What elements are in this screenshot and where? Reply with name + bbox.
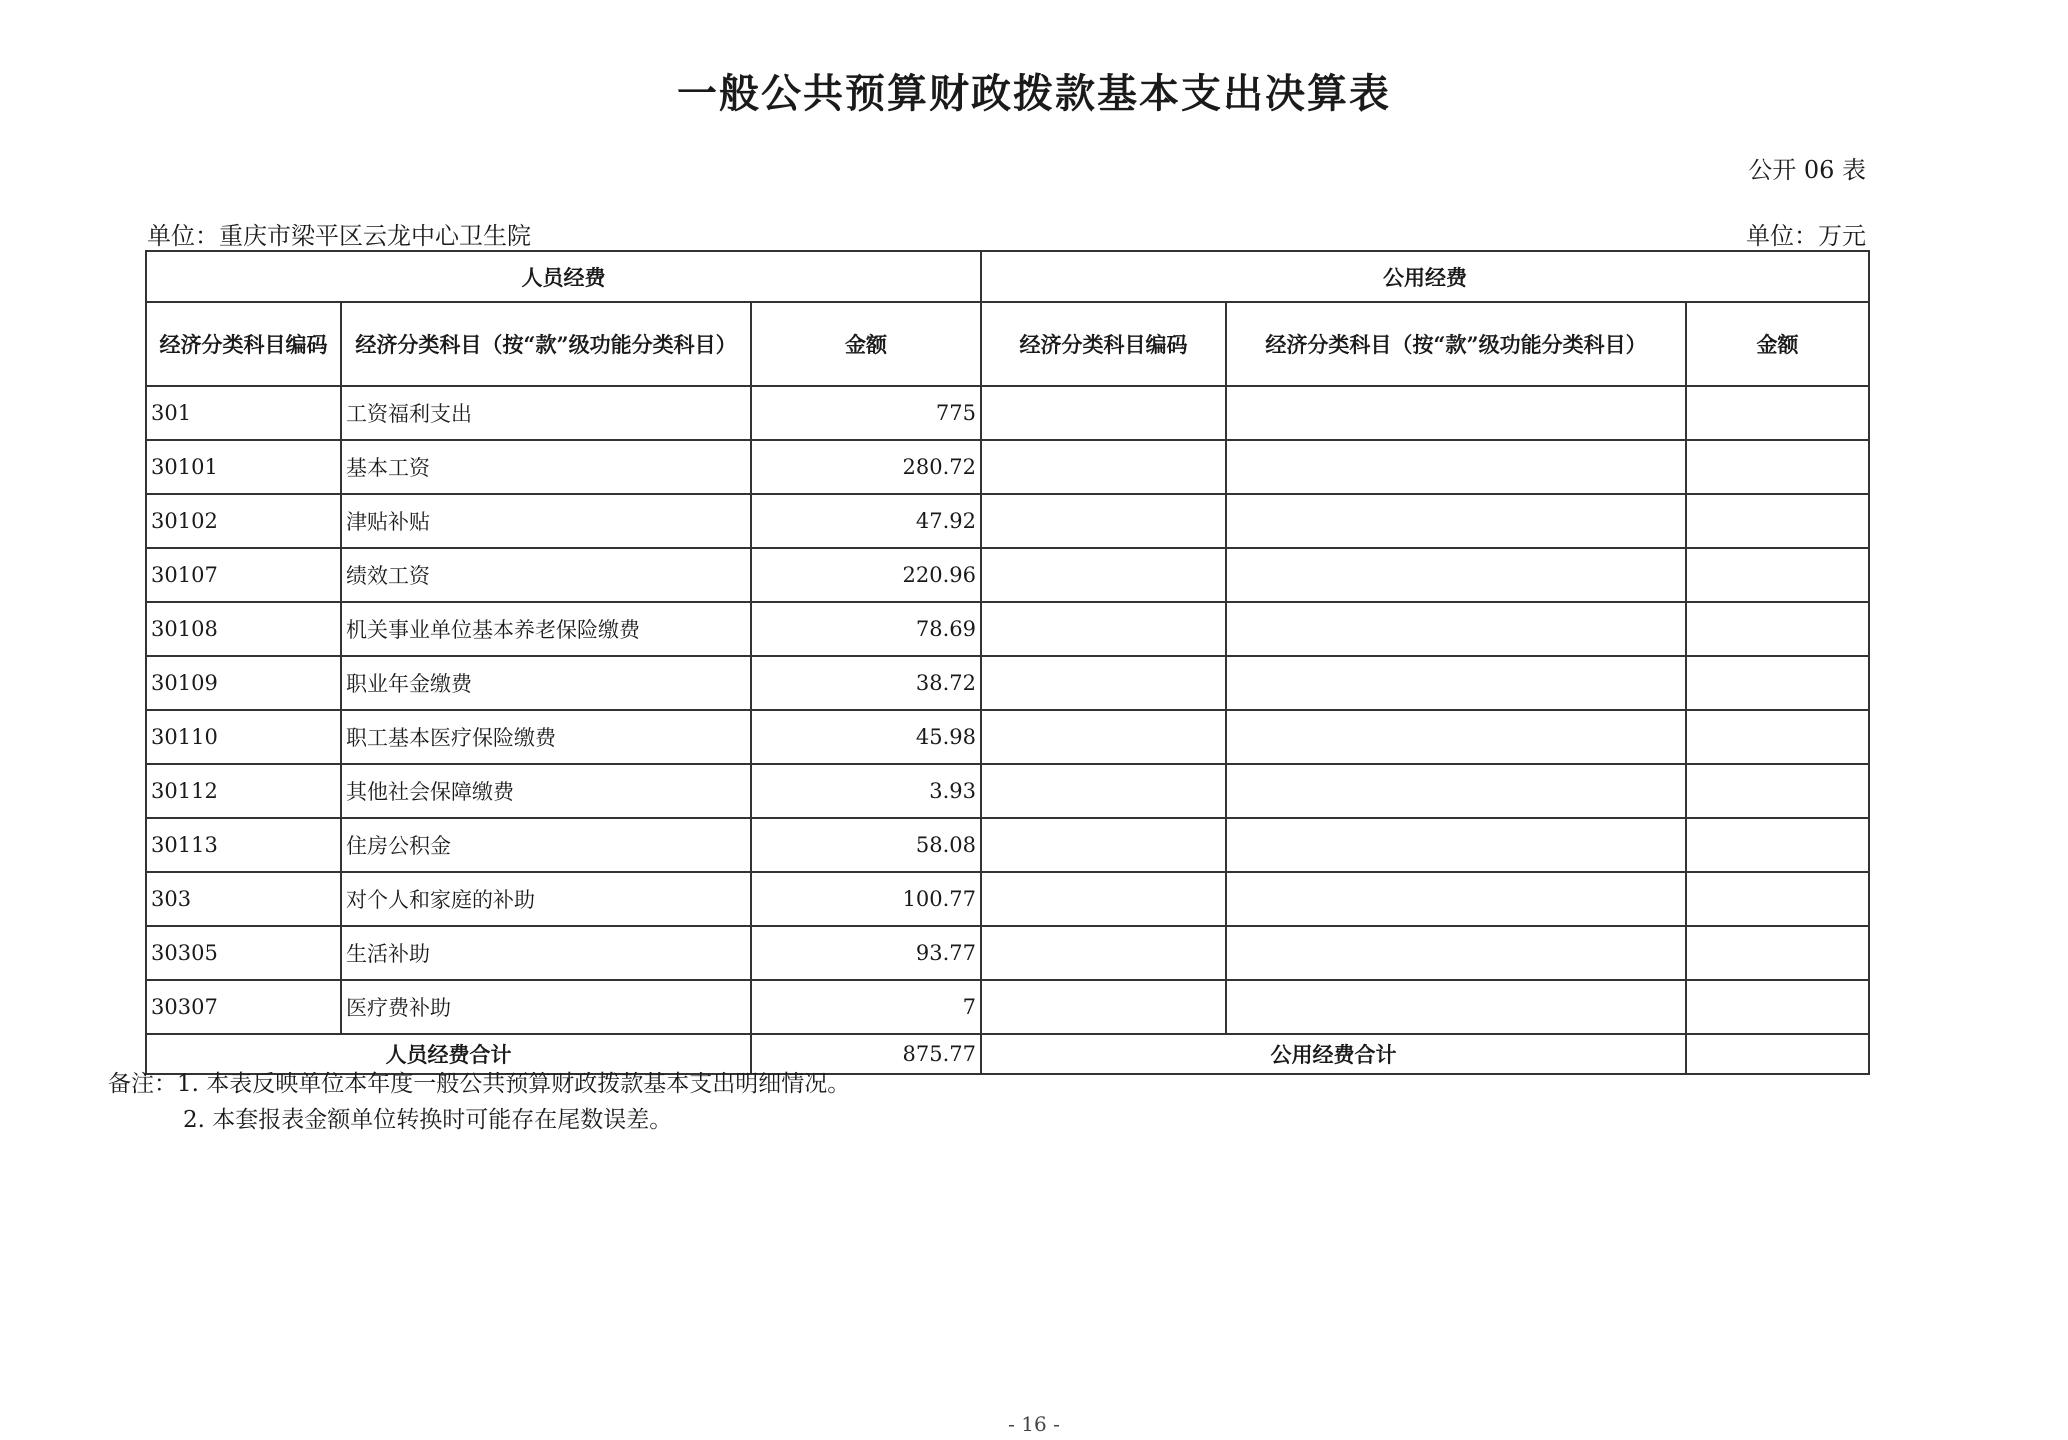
row-code: 301	[146, 386, 341, 440]
row-name: 职业年金缴费	[341, 656, 751, 710]
personnel-total-amount: 875.77	[751, 1034, 981, 1074]
public-empty-cell	[1226, 386, 1686, 440]
row-amount: 775	[751, 386, 981, 440]
public-empty-cell	[1686, 926, 1869, 980]
table-row	[146, 926, 1869, 980]
table-row	[146, 548, 1869, 602]
row-code: 30307	[146, 980, 341, 1034]
row-name: 住房公积金	[341, 818, 751, 872]
public-empty-cell	[981, 872, 1226, 926]
public-empty-cell	[1686, 440, 1869, 494]
col-header-public-amount: 金额	[1686, 302, 1869, 386]
row-name: 基本工资	[341, 440, 751, 494]
table-row	[146, 440, 1869, 494]
public-empty-cell	[981, 440, 1226, 494]
row-amount: 45.98	[751, 710, 981, 764]
public-empty-cell	[1226, 980, 1686, 1034]
page-number: - 16 -	[1008, 1412, 1060, 1436]
page-title: 一般公共预算财政拨款基本支出决算表	[677, 70, 1391, 117]
public-empty-cell	[981, 494, 1226, 548]
public-empty-cell	[1686, 656, 1869, 710]
public-empty-cell	[981, 386, 1226, 440]
row-name: 工资福利支出	[341, 386, 751, 440]
row-name: 生活补助	[341, 926, 751, 980]
public-empty-cell	[981, 602, 1226, 656]
table-row	[146, 710, 1869, 764]
row-amount: 47.92	[751, 494, 981, 548]
row-name: 对个人和家庭的补助	[341, 872, 751, 926]
row-name: 津贴补贴	[341, 494, 751, 548]
expenditure-table	[145, 250, 1870, 1075]
table-row	[146, 656, 1869, 710]
row-amount: 78.69	[751, 602, 981, 656]
public-empty-cell	[1226, 872, 1686, 926]
personnel-expense-header: 人员经费	[146, 251, 981, 302]
table-row	[146, 980, 1869, 1034]
public-empty-cell	[981, 548, 1226, 602]
row-code: 30305	[146, 926, 341, 980]
note-line-1: 备注：1. 本表反映单位本年度一般公共预算财政拨款基本支出明细情况。	[108, 1071, 851, 1097]
row-name: 医疗费补助	[341, 980, 751, 1034]
public-empty-cell	[1686, 386, 1869, 440]
public-empty-cell	[1226, 440, 1686, 494]
row-code: 30109	[146, 656, 341, 710]
row-amount: 93.77	[751, 926, 981, 980]
public-empty-cell	[1686, 602, 1869, 656]
public-empty-cell	[981, 656, 1226, 710]
table-row	[146, 818, 1869, 872]
notes	[108, 1066, 850, 1138]
row-amount: 280.72	[751, 440, 981, 494]
row-amount: 58.08	[751, 818, 981, 872]
form-number: 公开 06 表	[1748, 156, 1866, 184]
row-amount: 7	[751, 980, 981, 1034]
table-row	[146, 494, 1869, 548]
public-empty-cell	[981, 818, 1226, 872]
row-code: 30101	[146, 440, 341, 494]
row-amount: 220.96	[751, 548, 981, 602]
row-amount: 3.93	[751, 764, 981, 818]
public-empty-cell	[981, 926, 1226, 980]
public-empty-cell	[981, 710, 1226, 764]
public-empty-cell	[1686, 710, 1869, 764]
public-empty-cell	[1686, 494, 1869, 548]
table-row	[146, 764, 1869, 818]
row-amount: 38.72	[751, 656, 981, 710]
row-amount: 100.77	[751, 872, 981, 926]
row-code: 30112	[146, 764, 341, 818]
public-empty-cell	[981, 980, 1226, 1034]
public-empty-cell	[1226, 926, 1686, 980]
row-code: 30102	[146, 494, 341, 548]
public-empty-cell	[1226, 494, 1686, 548]
row-code: 30110	[146, 710, 341, 764]
table-row	[146, 386, 1869, 440]
public-empty-cell	[1686, 818, 1869, 872]
row-code: 30113	[146, 818, 341, 872]
table-row	[146, 872, 1869, 926]
row-name: 机关事业单位基本养老保险缴费	[341, 602, 751, 656]
public-empty-cell	[1226, 548, 1686, 602]
table-row	[146, 602, 1869, 656]
public-expense-header: 公用经费	[981, 251, 1869, 302]
public-total-label: 公用经费合计	[981, 1034, 1686, 1074]
public-empty-cell	[1226, 656, 1686, 710]
row-code: 30107	[146, 548, 341, 602]
row-name: 绩效工资	[341, 548, 751, 602]
organization-label: 单位：重庆市梁平区云龙中心卫生院	[147, 222, 531, 250]
currency-unit-label: 单位：万元	[1746, 222, 1866, 250]
col-header-public-code: 经济分类科目编码	[981, 302, 1226, 386]
public-empty-cell	[1226, 764, 1686, 818]
personnel-total-label: 人员经费合计	[146, 1034, 751, 1074]
public-empty-cell	[1686, 872, 1869, 926]
row-code: 30108	[146, 602, 341, 656]
public-empty-cell	[1686, 548, 1869, 602]
col-header-name: 经济分类科目（按“款”级功能分类科目）	[341, 302, 751, 386]
row-name: 职工基本医疗保险缴费	[341, 710, 751, 764]
note-line-2: 2. 本套报表金额单位转换时可能存在尾数误差。	[183, 1107, 673, 1133]
col-header-amount: 金额	[751, 302, 981, 386]
row-code: 303	[146, 872, 341, 926]
col-header-code: 经济分类科目编码	[146, 302, 341, 386]
public-empty-cell	[1226, 710, 1686, 764]
public-total-amount	[1686, 1034, 1869, 1074]
public-empty-cell	[1686, 980, 1869, 1034]
public-empty-cell	[981, 764, 1226, 818]
public-empty-cell	[1226, 818, 1686, 872]
row-name: 其他社会保障缴费	[341, 764, 751, 818]
public-empty-cell	[1686, 764, 1869, 818]
col-header-public-name: 经济分类科目（按“款”级功能分类科目）	[1226, 302, 1686, 386]
public-empty-cell	[1226, 602, 1686, 656]
